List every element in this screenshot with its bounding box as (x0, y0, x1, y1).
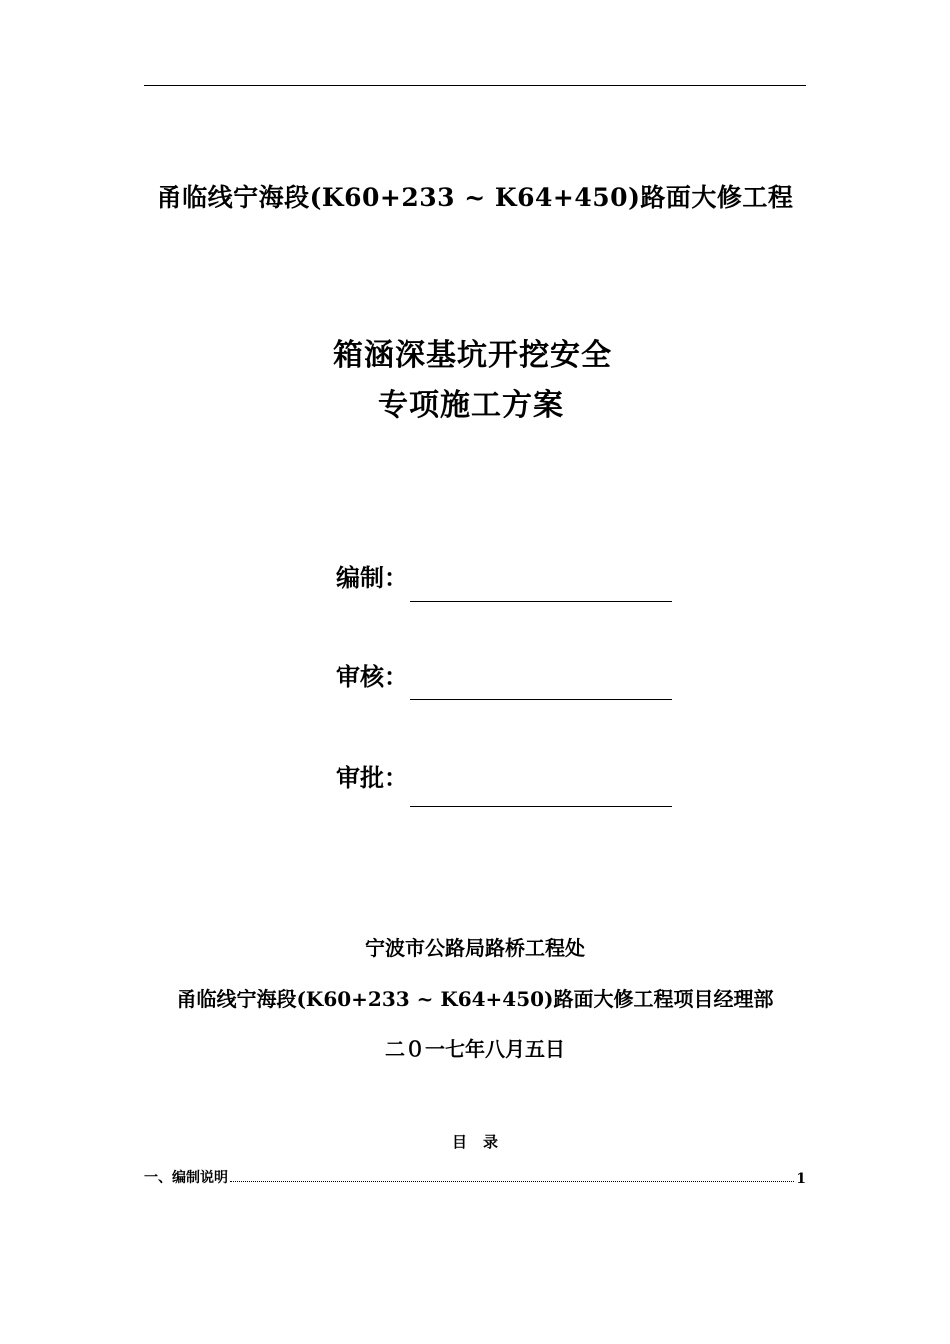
approved-by-line (410, 806, 672, 807)
header-rule (144, 85, 806, 86)
toc-entry[interactable] (144, 1165, 806, 1187)
toc-entry-page: 1 (796, 1171, 806, 1187)
toc-heading-char-2: 录 (483, 1133, 499, 1151)
department-name: 甬临线宁海段(K60+233 ~ K64+450)路面大修工程项目经理部 (176, 987, 774, 1011)
toc-entry-label: 一、编制说明 (144, 1170, 228, 1186)
reviewed-by-line (410, 699, 672, 700)
toc-heading (0, 1131, 950, 1152)
toc-dot-leader (230, 1181, 794, 1182)
document-date: 二０一七年八月五日 (385, 1037, 565, 1061)
compiled-by-line (410, 601, 672, 602)
compiled-by-label: 编制： (336, 563, 408, 592)
project-title: 甬临线宁海段(K60+233 ~ K64+450)路面大修工程 (156, 183, 794, 212)
toc-heading-char-1: 目 (451, 1133, 467, 1151)
approved-by-label: 审批： (336, 763, 408, 792)
document-title-line-2: 专项施工方案 (378, 388, 564, 423)
organization-name: 宁波市公路局路桥工程处 (365, 936, 585, 960)
reviewed-by-label: 审核： (336, 662, 408, 691)
document-title-line-1: 箱涵深基坑开挖安全 (333, 338, 612, 373)
